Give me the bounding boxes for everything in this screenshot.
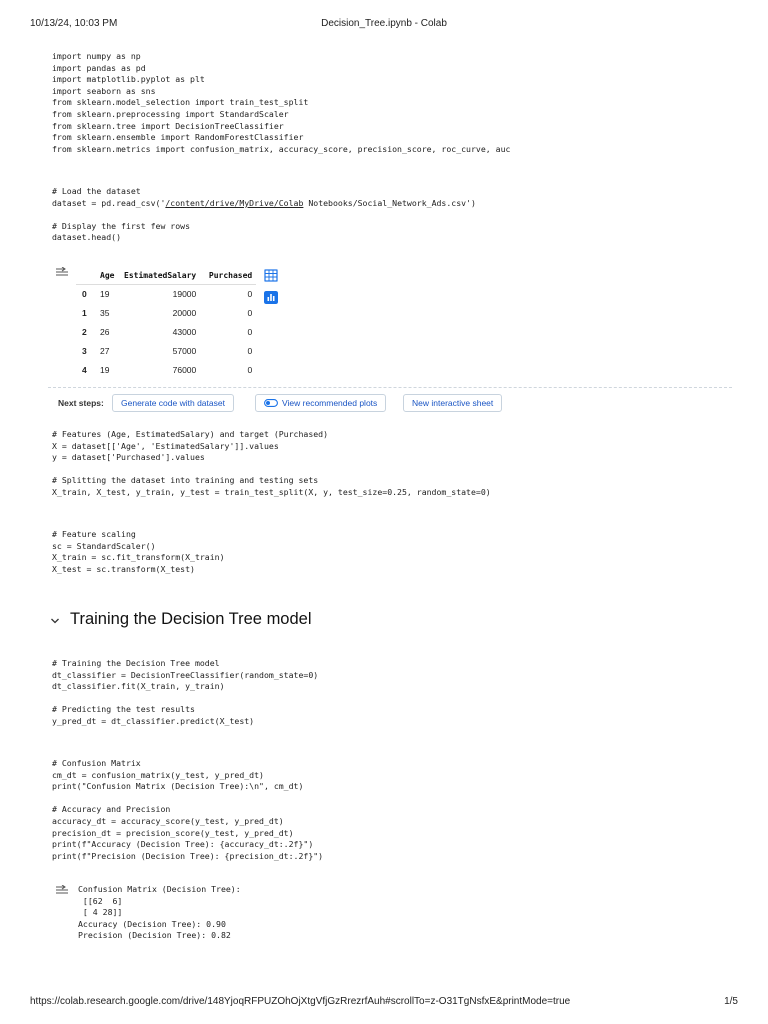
code-line — [52, 209, 722, 221]
next-steps-bar — [52, 393, 532, 413]
output-arrow-icon[interactable] — [55, 267, 69, 277]
code-line — [52, 464, 722, 476]
row-index: 2 — [82, 326, 87, 337]
print-url: https://colab.research.google.com/drive/148YjoqRFPUZOhOjXtgVfjGzRrezrfAuh#scrollTo=z-O31TgNsfxE&printMode=true — [30, 996, 571, 1007]
code-line: y_pred_dt = dt_classifier.predict(X_test) — [52, 715, 255, 726]
code-cell-imports[interactable] — [52, 51, 722, 155]
code-line: print(f"Precision (Decision Tree): {precision_dt:.2f}") — [52, 850, 324, 861]
code-line — [52, 198, 722, 210]
next-steps-label: Next steps: — [58, 398, 104, 408]
column-header-index — [76, 268, 96, 284]
code-text: dataset = pd.read_csv(' — [52, 197, 166, 208]
code-line: # Splitting the dataset into training and testing sets — [52, 475, 319, 486]
chevron-down-icon[interactable] — [50, 616, 60, 626]
code-line: cm_dt = confusion_matrix(y_test, y_pred_dt) — [52, 769, 264, 780]
code-line: dt_classifier.fit(X_train, y_train) — [52, 681, 225, 692]
view-recommended-plots-label: View recommended plots — [282, 398, 378, 408]
code-cell-load[interactable] — [52, 186, 722, 244]
row-index: 1 — [82, 307, 87, 318]
cell-age: 19 — [100, 365, 110, 376]
code-line — [52, 693, 722, 705]
output-arrow-icon[interactable] — [55, 885, 69, 895]
code-line: from sklearn.ensemble import RandomForestClassifier — [52, 132, 304, 143]
page-number: 1/5 — [724, 996, 738, 1007]
dataframe-table — [76, 268, 256, 380]
output-line: [ 4 28]] — [78, 907, 123, 918]
code-cell-scaling[interactable] — [52, 529, 722, 575]
table-view-icon[interactable] — [264, 269, 278, 282]
code-line: from sklearn.preprocessing import StandardScaler — [52, 108, 289, 119]
section-title: Training the Decision Tree model — [70, 610, 312, 628]
print-title: Decision_Tree.ipynb - Colab — [321, 18, 447, 29]
code-line: sc = StandardScaler() — [52, 540, 156, 551]
bar-chart-icon[interactable] — [264, 291, 278, 304]
code-line: import numpy as np — [52, 51, 141, 61]
code-line: print("Confusion Matrix (Decision Tree):\n", cm_dt) — [52, 781, 304, 792]
code-line: # Display the first few rows — [52, 220, 191, 231]
new-interactive-sheet-button[interactable]: New interactive sheet — [403, 394, 502, 412]
output-divider — [48, 387, 732, 388]
table-row — [76, 322, 256, 341]
cell-age: 27 — [100, 346, 110, 357]
cell-purchased: 0 — [247, 346, 253, 357]
code-line: print(f"Accuracy (Decision Tree): {accuracy_dt:.2f}") — [52, 839, 314, 850]
code-text: Notebooks/Social_Network_Ads.csv') — [303, 197, 476, 208]
code-cell-training[interactable] — [52, 658, 722, 728]
code-line: X_train, X_test, y_train, y_test = train_test_split(X, y, test_size=0.25, random_state=0) — [52, 486, 491, 497]
row-index: 4 — [82, 365, 87, 376]
table-row — [76, 361, 256, 380]
code-cell-features[interactable] — [52, 429, 722, 499]
view-recommended-plots-button[interactable] — [255, 394, 386, 412]
code-line: X = dataset[['Age', 'EstimatedSalary']].values — [52, 440, 279, 451]
code-line: dt_classifier = DecisionTreeClassifier(random_state=0) — [52, 669, 319, 680]
row-index: 0 — [82, 288, 87, 299]
drive-path-link[interactable]: /content/drive/MyDrive/Colab — [165, 197, 304, 208]
row-index: 3 — [82, 346, 87, 357]
cell-purchased: 0 — [247, 288, 253, 299]
table-row — [76, 303, 256, 322]
metrics-output — [78, 884, 241, 942]
cell-salary: 76000 — [172, 365, 197, 376]
print-footer — [30, 996, 738, 1010]
column-header-salary: EstimatedSalary — [120, 268, 200, 284]
code-line: # Feature scaling — [52, 529, 136, 539]
cell-purchased: 0 — [247, 365, 253, 376]
cell-age: 35 — [100, 307, 110, 318]
code-line: # Features (Age, EstimatedSalary) and target (Purchased) — [52, 429, 329, 439]
code-line: # Confusion Matrix — [52, 758, 141, 768]
cell-salary: 20000 — [172, 307, 197, 318]
code-line: dataset.head() — [52, 232, 122, 243]
code-line: import pandas as pd — [52, 62, 146, 73]
cell-salary: 57000 — [172, 346, 197, 357]
code-line: # Predicting the test results — [52, 704, 195, 715]
code-line: import matplotlib.pyplot as plt — [52, 74, 205, 85]
cell-purchased: 0 — [247, 326, 253, 337]
cell-age: 26 — [100, 326, 110, 337]
output-line: [[62 6] — [78, 895, 123, 906]
column-header-purchased: Purchased — [200, 268, 256, 284]
print-header — [30, 18, 738, 32]
code-line: # Accuracy and Precision — [52, 804, 171, 815]
code-line: precision_dt = precision_score(y_test, y_pred_dt) — [52, 827, 294, 838]
table-row — [76, 342, 256, 361]
code-line: # Load the dataset — [52, 186, 141, 196]
cell-age: 19 — [100, 288, 110, 299]
toggle-icon — [264, 399, 278, 407]
code-line — [52, 793, 722, 805]
code-line: from sklearn.tree import DecisionTreeClassifier — [52, 120, 284, 131]
output-line: Precision (Decision Tree): 0.82 — [78, 930, 231, 941]
cell-salary: 19000 — [172, 288, 197, 299]
cell-purchased: 0 — [247, 307, 253, 318]
table-header-row — [76, 268, 256, 284]
print-datetime: 10/13/24, 10:03 PM — [30, 18, 118, 29]
column-header-age: Age — [96, 268, 120, 284]
code-line: X_train = sc.fit_transform(X_train) — [52, 552, 225, 563]
cell-salary: 43000 — [172, 326, 197, 337]
output-line: Confusion Matrix (Decision Tree): — [78, 884, 241, 894]
table-row — [76, 284, 256, 303]
code-line: y = dataset['Purchased'].values — [52, 452, 205, 463]
generate-code-button[interactable]: Generate code with dataset — [112, 394, 234, 412]
code-line: import seaborn as sns — [52, 85, 156, 96]
code-line: # Training the Decision Tree model — [52, 658, 220, 668]
code-line: from sklearn.model_selection import train_test_split — [52, 97, 309, 108]
code-line: accuracy_dt = accuracy_score(y_test, y_pred_dt) — [52, 815, 284, 826]
code-line: from sklearn.metrics import confusion_matrix, accuracy_score, precision_score, roc_curve, auc — [52, 143, 511, 154]
code-cell-metrics[interactable] — [52, 758, 722, 862]
code-line: X_test = sc.transform(X_test) — [52, 563, 195, 574]
output-line: Accuracy (Decision Tree): 0.90 — [78, 918, 226, 929]
